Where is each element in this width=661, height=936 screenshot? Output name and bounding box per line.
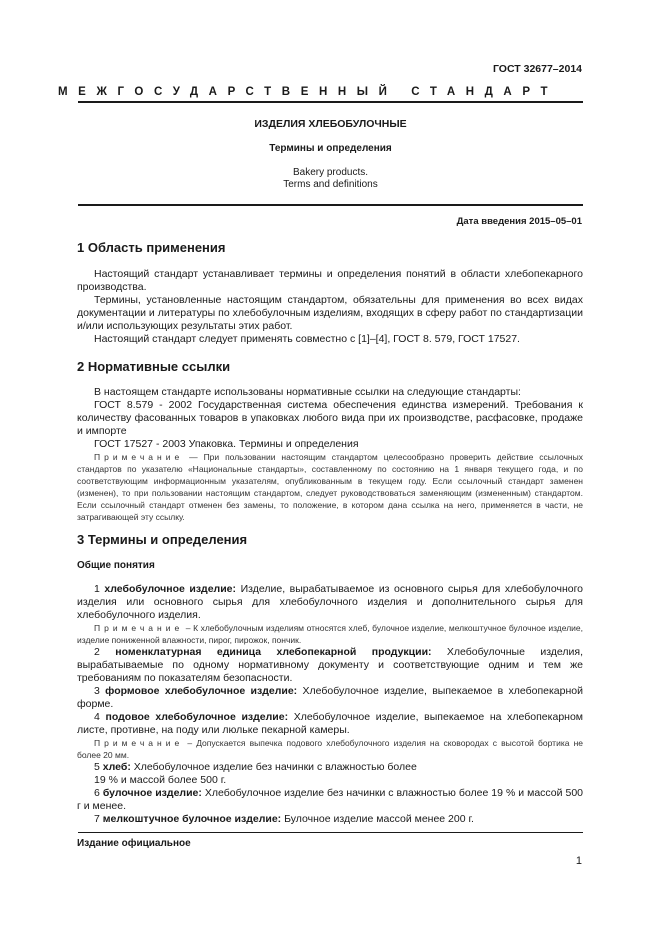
term-name: подовое хлебобулочное изделие:: [105, 711, 289, 723]
term-name: мелкоштучное булочное изделие:: [102, 813, 282, 825]
term-number: 7: [94, 813, 100, 825]
section-2-body: [77, 386, 583, 523]
header-divider: [78, 204, 583, 206]
section-2-paragraph-1: [77, 386, 583, 399]
term-number: 6: [94, 787, 100, 799]
section-1-heading: 1 Область применения: [77, 240, 226, 255]
term-definition: Хлебобулочное изделие, выпекаемое на хлебопекарном листе, противне, на поду или люльке пекарной камеры.: [77, 711, 584, 736]
term-name: хлеб:: [102, 761, 131, 773]
section-2-paragraph-2: [77, 399, 583, 438]
paragraph-text: Настоящий стандарт следует применять совместно с [1]–[4], ГОСТ 8. 579, ГОСТ 17527.: [94, 333, 520, 345]
paragraph-text: Настоящий стандарт устанавливает термины и определения понятий в области хлебопекарного производства.: [77, 268, 583, 293]
note-label: Примечание: [94, 738, 184, 748]
term-definition: Изделие, вырабатываемое из основного сырья для хлебобулочного изделия или основного сырья для хлебобулочного изделия и дополнительного сырья для хлебобулочного изделия.: [77, 583, 584, 621]
term-4-note: [77, 737, 583, 761]
term-definition: Булочное изделие массой менее 200 г.: [284, 813, 474, 825]
section-1-body: [77, 268, 583, 346]
term-name: булочное изделие:: [102, 787, 202, 799]
section-2-note: [77, 451, 583, 523]
term-number: 1: [94, 583, 100, 595]
term-number: 5: [94, 761, 100, 773]
term-4: [77, 711, 583, 737]
paragraph-text: ГОСТ 8.579 - 2002 Государственная система обеспечения единства измерений. Требования к количеству фасованных товаров в упаковках любого вида при их производстве, расфасовке, продаже и импорте: [77, 399, 583, 437]
footer-divider: [78, 832, 583, 833]
english-title: Bakery products.: [292, 167, 369, 178]
paragraph-text: ГОСТ 17527 - 2003 Упаковка. Термины и определения: [94, 438, 359, 450]
note-label: Примечание: [94, 452, 184, 462]
document-title: ИЗДЕЛИЯ ХЛЕБОБУЛОЧНЫЕ: [254, 118, 407, 130]
top-divider: [78, 101, 583, 103]
section-2-paragraph-3: [77, 438, 583, 451]
term-definition: Хлебобулочное изделие, выпекаемое в хлебопекарной форме.: [77, 685, 583, 710]
section-3-body: [77, 583, 583, 826]
note-text: – Допускается выпечка подового хлебобулочного изделия на сковородах с высотой бортика не более 20 мм.: [77, 738, 583, 760]
term-1: [77, 583, 583, 622]
term-definition: Хлебобулочное изделие без начинки с влажностью более: [133, 761, 417, 773]
term-name: номенклатурная единица хлебопекарной продукции:: [115, 646, 432, 658]
note-text: — При пользовании настоящим стандартом целесообразно проверить действие ссылочных стандартов по указателю «Национальные стандарты», составленному по состоянию на 1 января текущего года, и по соответствующим информационным указателям, опубликованным в текущем году. Если ссылочный стандарт заменен (изменен), то при пользовании настоящим стандартом, следует руководствоваться заменяющим (измененным) стандартом. Если ссылочный стандарт отменен без замены, то положение, в котором дана ссылка на него, применяется в части, не затрагивающей эту ссылку.: [77, 452, 583, 522]
section-3-heading: 3 Термины и определения: [77, 532, 248, 547]
term-2: [77, 646, 583, 685]
term-definition-continuation: 19 % и массой более 500 г.: [94, 774, 227, 786]
paragraph-text: Термины, установленные настоящим стандартом, обязательны для применения во всех видах документации и литературы по хлебобулочным изделиям, входящих в сферу работ по стандартизации и/или использующих результаты этих работ.: [77, 294, 583, 332]
term-number: 2: [94, 646, 100, 658]
term-name: хлебобулочное изделие:: [104, 583, 237, 595]
introduction-date: Дата введения 2015–05–01: [456, 216, 582, 227]
note-label: Примечание: [94, 623, 184, 633]
term-3: [77, 685, 583, 711]
english-subtitle: Terms and definitions: [283, 179, 378, 190]
term-7: [77, 813, 583, 826]
official-edition-label: Издание официальное: [77, 838, 191, 849]
document-subtitle: Термины и определения: [269, 143, 392, 154]
term-name: формовое хлебобулочное изделие:: [105, 685, 298, 697]
term-definition: Хлебобулочное изделие без начинки с влажностью более 19 % и массой 500 г и менее.: [77, 787, 583, 812]
page-number: 1: [575, 855, 582, 867]
term-number: 4: [94, 711, 100, 723]
term-6: [77, 787, 583, 813]
section-1-paragraph-1: [77, 268, 583, 294]
term-5: [77, 761, 583, 774]
section-3-subheading: Общие понятия: [77, 560, 155, 571]
section-1-paragraph-2: [77, 294, 583, 333]
term-1-note: [77, 622, 583, 646]
term-5-continuation: [77, 774, 583, 787]
gost-code: ГОСТ 32677–2014: [492, 63, 582, 75]
paragraph-text: В настоящем стандарте использованы нормативные ссылки на следующие стандарты:: [94, 386, 521, 398]
section-1-paragraph-3: [77, 333, 583, 346]
section-2-heading: 2 Нормативные ссылки: [77, 359, 231, 374]
note-text: – К хлебобулочным изделиям относятся хлеб, булочное изделие, мелкоштучное булочное изделие, изделие пониженной влажности, пирог, пирожок, пончик.: [77, 623, 583, 645]
term-definition: Хлебобулочные изделия, вырабатываемые по одному нормативному документу и соответствующие одним и тем же требованиям по показателям безопасности.: [77, 646, 583, 684]
interstate-standard-banner: МЕЖГОСУДАРСТВЕННЫЙ СТАНДАРТ: [58, 86, 559, 98]
term-number: 3: [94, 685, 100, 697]
